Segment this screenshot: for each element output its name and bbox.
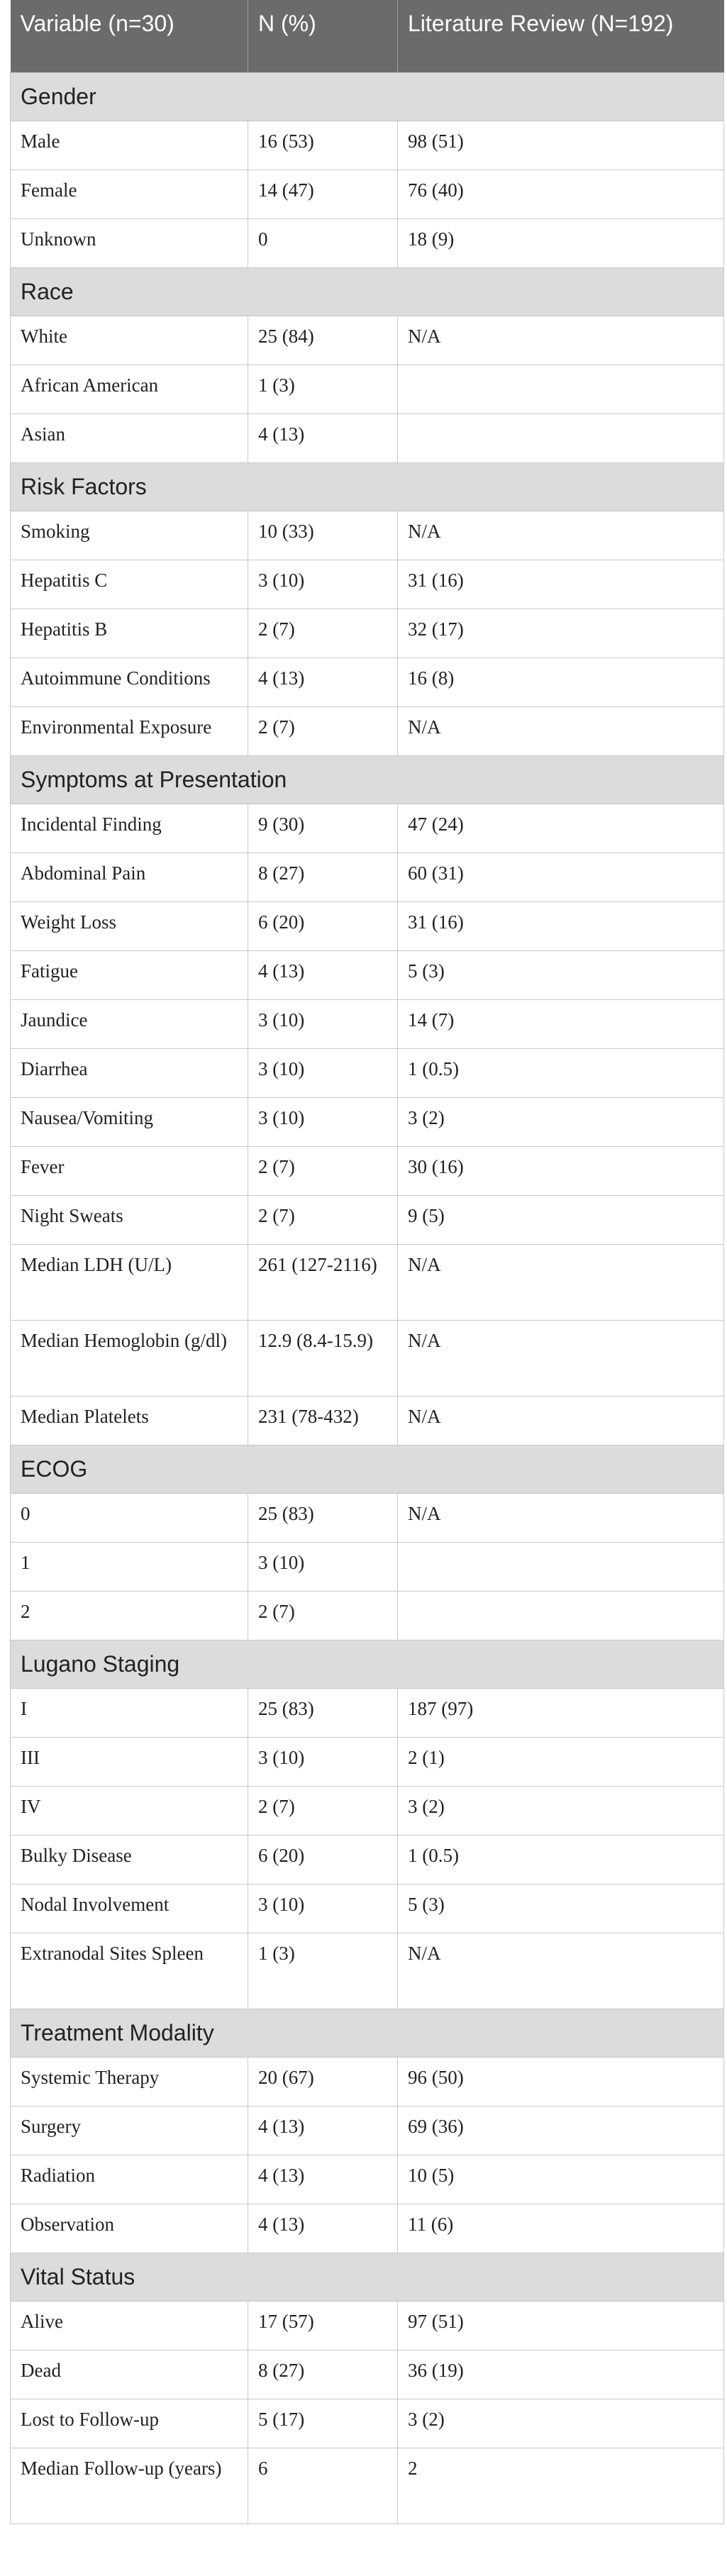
cell-variable: Female xyxy=(11,170,248,218)
cell-variable: Fatigue xyxy=(11,950,248,999)
cell-n-percent: 6 (20) xyxy=(248,901,398,950)
cell-n-percent: 14 (47) xyxy=(248,170,398,218)
cell-n-percent: 261 (127-2116) xyxy=(248,1244,398,1320)
section-row xyxy=(11,1445,724,1493)
table-row xyxy=(11,1933,724,2009)
cell-n-percent: 25 (83) xyxy=(248,1688,398,1737)
cell-literature: 47 (24) xyxy=(398,804,724,853)
cell-literature: 98 (51) xyxy=(398,121,724,170)
cell-n-percent: 1 (3) xyxy=(248,365,398,413)
table-row xyxy=(11,1195,724,1244)
cell-variable: Jaundice xyxy=(11,999,248,1048)
cell-variable: 1 xyxy=(11,1542,248,1591)
table-body xyxy=(11,72,724,2524)
section-title: Gender xyxy=(11,72,724,121)
table-row xyxy=(11,511,724,560)
cell-literature: N/A xyxy=(398,1244,724,1320)
cell-literature xyxy=(398,1591,724,1640)
table-row xyxy=(11,2155,724,2204)
cell-variable: Surgery xyxy=(11,2106,248,2155)
cell-n-percent: 3 (10) xyxy=(248,1048,398,1097)
table-row xyxy=(11,853,724,901)
table-row xyxy=(11,218,724,267)
section-row xyxy=(11,755,724,804)
table-row xyxy=(11,1048,724,1097)
section-row xyxy=(11,1640,724,1688)
table-row xyxy=(11,2448,724,2524)
cell-variable: Environmental Exposure xyxy=(11,706,248,755)
cell-variable: Nausea/Vomiting xyxy=(11,1097,248,1146)
cell-n-percent: 25 (83) xyxy=(248,1493,398,1542)
cell-n-percent: 12.9 (8.4-15.9) xyxy=(248,1320,398,1396)
table-row xyxy=(11,1244,724,1320)
table-row xyxy=(11,316,724,365)
cell-variable: Nodal Involvement xyxy=(11,1884,248,1933)
cell-literature: 2 (1) xyxy=(398,1737,724,1786)
table-row xyxy=(11,2399,724,2448)
cell-literature: 3 (2) xyxy=(398,1097,724,1146)
cell-n-percent: 2 (7) xyxy=(248,1146,398,1195)
characteristics-table xyxy=(10,0,724,2524)
cell-n-percent: 2 (7) xyxy=(248,609,398,657)
cell-literature: 3 (2) xyxy=(398,2399,724,2448)
table-row xyxy=(11,1320,724,1396)
cell-variable: Extranodal Sites Spleen xyxy=(11,1933,248,2009)
cell-literature xyxy=(398,413,724,462)
cell-n-percent: 2 (7) xyxy=(248,1591,398,1640)
cell-literature: N/A xyxy=(398,706,724,755)
cell-n-percent: 8 (27) xyxy=(248,2350,398,2399)
table-row xyxy=(11,706,724,755)
cell-variable: Median Platelets xyxy=(11,1396,248,1445)
section-title: Vital Status xyxy=(11,2253,724,2301)
cell-literature: 36 (19) xyxy=(398,2350,724,2399)
table-row xyxy=(11,413,724,462)
section-title: ECOG xyxy=(11,1445,724,1493)
section-row xyxy=(11,2009,724,2057)
cell-literature: 31 (16) xyxy=(398,560,724,609)
header-row xyxy=(11,0,724,72)
cell-literature: 11 (6) xyxy=(398,2204,724,2253)
cell-literature: 5 (3) xyxy=(398,950,724,999)
cell-n-percent: 3 (10) xyxy=(248,999,398,1048)
cell-variable: Hepatitis C xyxy=(11,560,248,609)
cell-literature: N/A xyxy=(398,316,724,365)
cell-variable: Night Sweats xyxy=(11,1195,248,1244)
cell-literature: 16 (8) xyxy=(398,657,724,706)
cell-literature: 9 (5) xyxy=(398,1195,724,1244)
cell-n-percent: 20 (67) xyxy=(248,2057,398,2106)
cell-literature: 3 (2) xyxy=(398,1786,724,1835)
cell-literature: 32 (17) xyxy=(398,609,724,657)
table-row xyxy=(11,1786,724,1835)
cell-n-percent: 8 (27) xyxy=(248,853,398,901)
table-row xyxy=(11,1146,724,1195)
cell-n-percent: 3 (10) xyxy=(248,1737,398,1786)
section-title: Risk Factors xyxy=(11,462,724,511)
header-literature-review: Literature Review (N=192) xyxy=(398,0,724,72)
cell-variable: Smoking xyxy=(11,511,248,560)
cell-variable: Radiation xyxy=(11,2155,248,2204)
cell-variable: IV xyxy=(11,1786,248,1835)
cell-literature: 10 (5) xyxy=(398,2155,724,2204)
cell-variable: Median LDH (U/L) xyxy=(11,1244,248,1320)
table-row xyxy=(11,1542,724,1591)
cell-n-percent: 2 (7) xyxy=(248,1195,398,1244)
cell-literature xyxy=(398,365,724,413)
cell-n-percent: 231 (78-432) xyxy=(248,1396,398,1445)
cell-n-percent: 4 (13) xyxy=(248,2106,398,2155)
section-row xyxy=(11,267,724,316)
cell-variable: Incidental Finding xyxy=(11,804,248,853)
cell-literature: 18 (9) xyxy=(398,218,724,267)
section-title: Symptoms at Presentation xyxy=(11,755,724,804)
cell-n-percent: 4 (13) xyxy=(248,2155,398,2204)
cell-variable: Median Hemoglobin (g/dl) xyxy=(11,1320,248,1396)
table-row xyxy=(11,999,724,1048)
cell-variable: I xyxy=(11,1688,248,1737)
table-row xyxy=(11,950,724,999)
cell-n-percent: 2 (7) xyxy=(248,1786,398,1835)
table-row xyxy=(11,1493,724,1542)
cell-n-percent: 16 (53) xyxy=(248,121,398,170)
cell-variable: Abdominal Pain xyxy=(11,853,248,901)
section-title: Treatment Modality xyxy=(11,2009,724,2057)
cell-n-percent: 4 (13) xyxy=(248,413,398,462)
cell-n-percent: 25 (84) xyxy=(248,316,398,365)
table-row xyxy=(11,365,724,413)
cell-variable: Male xyxy=(11,121,248,170)
cell-literature: 14 (7) xyxy=(398,999,724,1048)
table-row xyxy=(11,121,724,170)
section-row xyxy=(11,72,724,121)
cell-n-percent: 9 (30) xyxy=(248,804,398,853)
table-row xyxy=(11,1097,724,1146)
cell-variable: 0 xyxy=(11,1493,248,1542)
table-row xyxy=(11,2301,724,2350)
cell-variable: Fever xyxy=(11,1146,248,1195)
cell-literature: N/A xyxy=(398,1396,724,1445)
cell-literature: 30 (16) xyxy=(398,1146,724,1195)
cell-variable: Unknown xyxy=(11,218,248,267)
cell-n-percent: 1 (3) xyxy=(248,1933,398,2009)
cell-n-percent: 6 xyxy=(248,2448,398,2524)
cell-literature: 187 (97) xyxy=(398,1688,724,1737)
cell-variable: White xyxy=(11,316,248,365)
cell-literature xyxy=(398,1542,724,1591)
table-row xyxy=(11,560,724,609)
table-row xyxy=(11,1396,724,1445)
cell-literature: 5 (3) xyxy=(398,1884,724,1933)
cell-literature: 2 xyxy=(398,2448,724,2524)
cell-n-percent: 4 (13) xyxy=(248,657,398,706)
cell-variable: III xyxy=(11,1737,248,1786)
cell-variable: 2 xyxy=(11,1591,248,1640)
table-row xyxy=(11,609,724,657)
cell-literature: 96 (50) xyxy=(398,2057,724,2106)
cell-n-percent: 6 (20) xyxy=(248,1835,398,1884)
cell-variable: Asian xyxy=(11,413,248,462)
cell-n-percent: 3 (10) xyxy=(248,1884,398,1933)
cell-variable: Autoimmune Conditions xyxy=(11,657,248,706)
cell-literature: N/A xyxy=(398,1933,724,2009)
cell-variable: Weight Loss xyxy=(11,901,248,950)
cell-literature: 31 (16) xyxy=(398,901,724,950)
cell-literature: 1 (0.5) xyxy=(398,1835,724,1884)
cell-n-percent: 5 (17) xyxy=(248,2399,398,2448)
cell-n-percent: 3 (10) xyxy=(248,1097,398,1146)
table-row xyxy=(11,2204,724,2253)
cell-literature: N/A xyxy=(398,1320,724,1396)
table-row xyxy=(11,1884,724,1933)
cell-variable: Alive xyxy=(11,2301,248,2350)
cell-n-percent: 0 xyxy=(248,218,398,267)
cell-literature: 76 (40) xyxy=(398,170,724,218)
table-row xyxy=(11,1737,724,1786)
table-row xyxy=(11,2057,724,2106)
section-row xyxy=(11,462,724,511)
table-row xyxy=(11,804,724,853)
table-row xyxy=(11,1835,724,1884)
cell-n-percent: 2 (7) xyxy=(248,706,398,755)
cell-variable: Observation xyxy=(11,2204,248,2253)
cell-literature: N/A xyxy=(398,1493,724,1542)
header-n-percent: N (%) xyxy=(248,0,398,72)
cell-variable: African American xyxy=(11,365,248,413)
cell-n-percent: 3 (10) xyxy=(248,560,398,609)
cell-n-percent: 10 (33) xyxy=(248,511,398,560)
cell-variable: Systemic Therapy xyxy=(11,2057,248,2106)
cell-literature: 97 (51) xyxy=(398,2301,724,2350)
cell-literature: 69 (36) xyxy=(398,2106,724,2155)
cell-variable: Bulky Disease xyxy=(11,1835,248,1884)
section-title: Lugano Staging xyxy=(11,1640,724,1688)
section-title: Race xyxy=(11,267,724,316)
table-row xyxy=(11,2106,724,2155)
cell-n-percent: 17 (57) xyxy=(248,2301,398,2350)
cell-literature: 1 (0.5) xyxy=(398,1048,724,1097)
header-variable: Variable (n=30) xyxy=(11,0,248,72)
cell-n-percent: 4 (13) xyxy=(248,950,398,999)
cell-variable: Diarrhea xyxy=(11,1048,248,1097)
table-row xyxy=(11,170,724,218)
cell-variable: Dead xyxy=(11,2350,248,2399)
section-row xyxy=(11,2253,724,2301)
cell-variable: Median Follow-up (years) xyxy=(11,2448,248,2524)
table-row xyxy=(11,1591,724,1640)
cell-n-percent: 3 (10) xyxy=(248,1542,398,1591)
table-row xyxy=(11,657,724,706)
table-row xyxy=(11,1688,724,1737)
cell-variable: Hepatitis B xyxy=(11,609,248,657)
cell-literature: N/A xyxy=(398,511,724,560)
table-row xyxy=(11,2350,724,2399)
cell-literature: 60 (31) xyxy=(398,853,724,901)
cell-n-percent: 4 (13) xyxy=(248,2204,398,2253)
table-row xyxy=(11,901,724,950)
cell-variable: Lost to Follow-up xyxy=(11,2399,248,2448)
